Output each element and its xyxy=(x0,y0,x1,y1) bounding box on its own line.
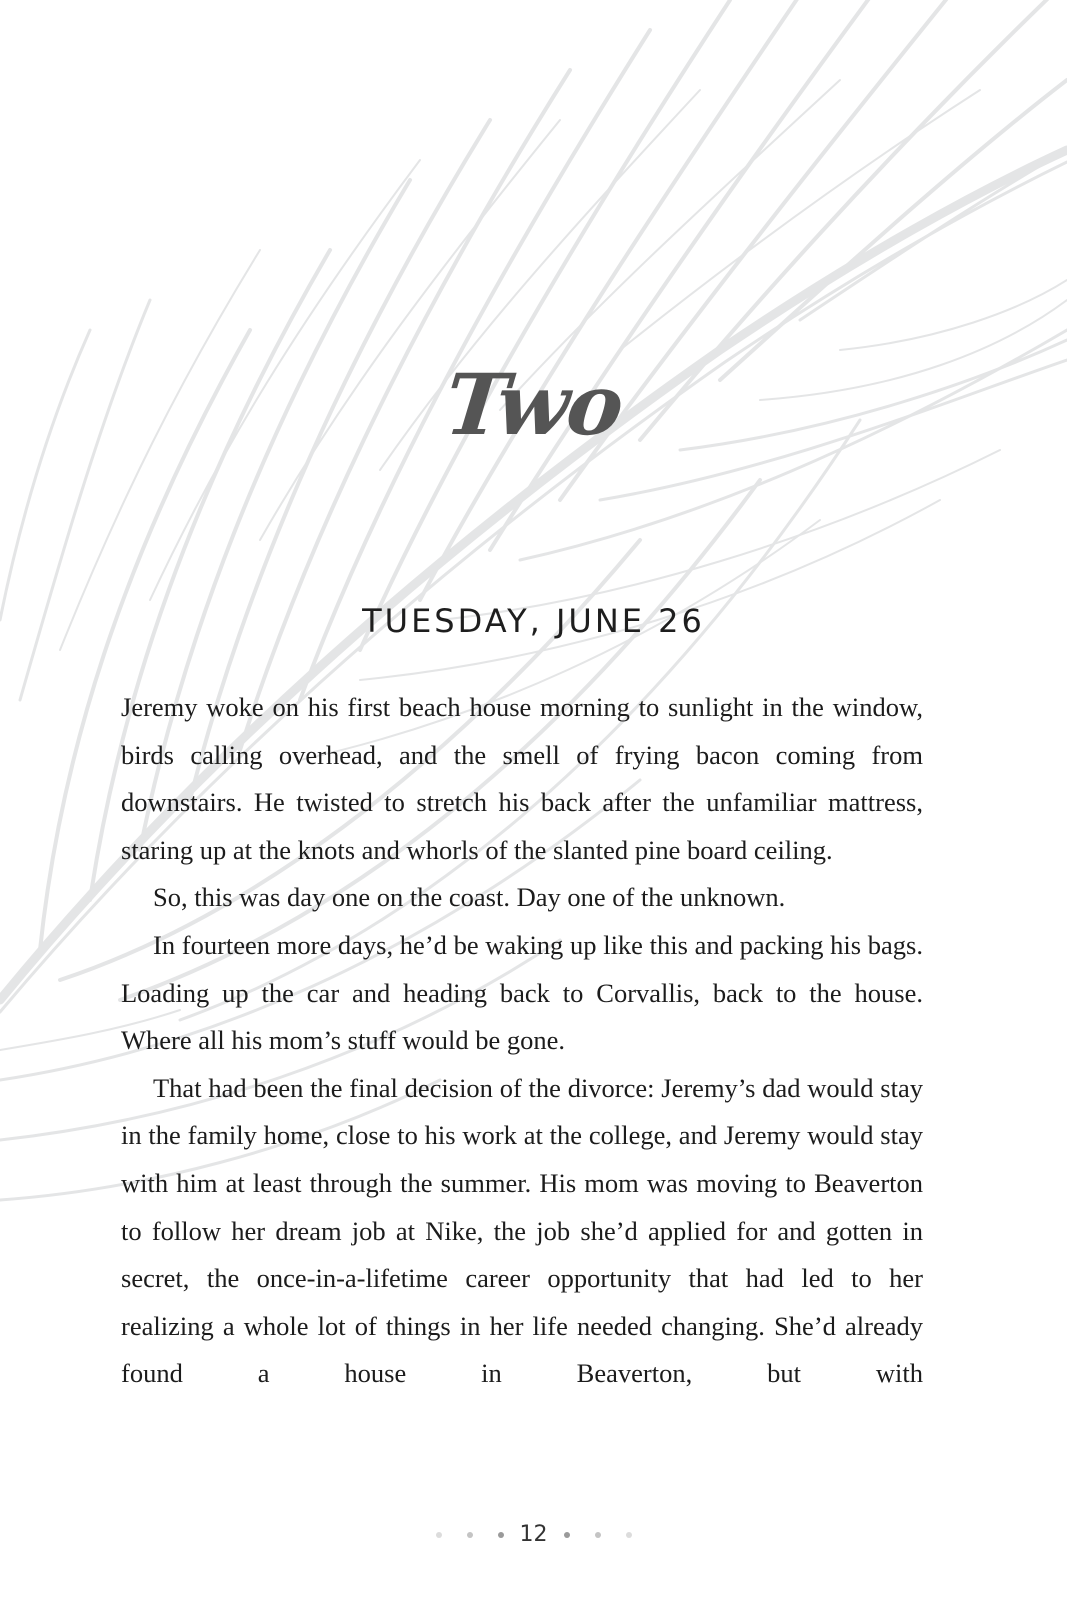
ornament-dot-icon xyxy=(498,1532,504,1538)
page-number: 12 xyxy=(519,1522,548,1547)
paragraph: Jeremy woke on his first beach house morning to sunlight in the window, birds calling overhead, and the smell of frying bacon coming from downstairs. He twisted to stretch his back after the unfamiliar mattress, staring up at the knots and whorls of the slanted pine board ceiling. xyxy=(121,692,923,865)
ornament-dot-icon xyxy=(595,1532,601,1538)
chapter-date-heading: TUESDAY, JUNE 26 xyxy=(362,602,705,640)
chapter-title: Two xyxy=(440,355,627,454)
ornament-dot-icon xyxy=(564,1532,570,1538)
page-footer xyxy=(0,1522,1067,1547)
ornament-dot-icon xyxy=(626,1532,632,1538)
paragraph: That had been the final decision of the divorce: Jeremy’s dad would stay in the family home, close to his work at the college, and Jeremy would stay with him at least through the summer. His mom was moving to Beaverton to follow her dream job at Nike, the job she’d applied for and gotten in secret, the once-in-a-lifetime career opportunity that had led to her realizing a whole lot of things in her life needed changing. She’d already found a house in Beaverton, but with xyxy=(121,1072,923,1389)
paragraph: So, this was day one on the coast. Day one of the unknown. xyxy=(153,882,786,913)
chapter-body xyxy=(121,684,923,1398)
ornament-dot-icon xyxy=(436,1532,442,1538)
ornament-dot-icon xyxy=(467,1532,473,1538)
paragraph: In fourteen more days, he’d be waking up like this and packing his bags. Loading up the car and heading back to Corvallis, back to the house. Where all his mom’s stuff would be gone. xyxy=(121,929,923,1056)
